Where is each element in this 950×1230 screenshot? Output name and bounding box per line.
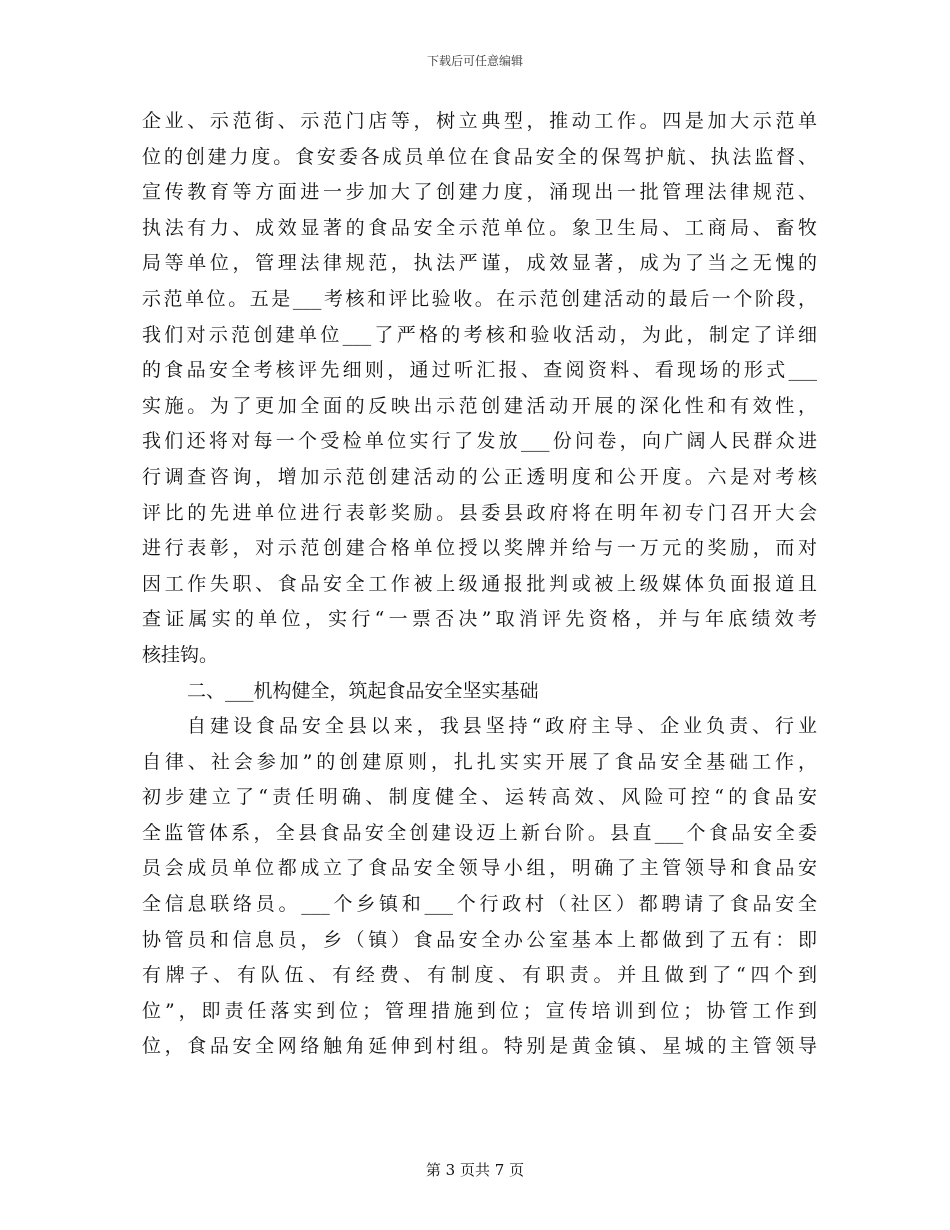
body-line: 我们还将对每一个受检单位实行了发放___份问卷，向广阔人民群众进: [142, 430, 817, 453]
body-line: 位的创建力度。食安委各成员单位在食品安全的保驾护航、执法监督、: [142, 145, 817, 168]
document-body: [142, 104, 817, 1065]
body-line: 查证属实的单位，实行“一票否决”取消评先资格，并与年底绩效考: [142, 608, 817, 631]
body-line: 位”，即责任落实到位；管理措施到位；宣传培训到位；协管工作到: [142, 999, 817, 1022]
body-line: 核挂钩。: [142, 643, 219, 666]
body-line: 进行表彰，对示范创建合格单位授以奖牌并给与一万元的奖励，而对: [142, 537, 817, 560]
body-line: 全监管体系，全县食品安全创建设迈上新台阶。县直___个食品安全委: [142, 821, 817, 844]
body-line: 位，食品安全网络触角延伸到村组。特别是黄金镇、星城的主管领导: [142, 1035, 817, 1058]
body-line: 自建设食品安全县以来，我县坚持“政府主导、企业负责、行业: [187, 715, 817, 738]
body-line: 评比的先进单位进行表彰奖励。县委县政府将在明年初专门召开大会: [142, 501, 817, 524]
body-line: 的食品安全考核评先细则，通过听汇报、查阅资料、看现场的形式___: [142, 359, 817, 382]
page-header: 下载后可任意编辑: [426, 54, 523, 68]
body-line: 因工作失职、食品安全工作被上级通报批判或被上级媒体负面报道且: [142, 572, 817, 595]
body-line: 示范单位。五是___考核和评比验收。在示范创建活动的最后一个阶段，: [142, 287, 817, 310]
body-line: 全信息联络员。___个乡镇和___个行政村（社区）都聘请了食品安全: [142, 893, 817, 916]
body-line: 实施。为了更加全面的反映出示范创建活动开展的深化性和有效性，: [142, 394, 817, 417]
body-line: 自律、社会参加”的创建原则，扎扎实实开展了食品安全基础工作，: [142, 750, 817, 773]
body-line: 初步建立了“责任明确、制度健全、运转高效、风险可控“的食品安: [142, 786, 817, 809]
body-line: 员会成员单位都成立了食品安全领导小组，明确了主管领导和食品安: [142, 857, 817, 880]
page-number: 第 3 页共 7 页: [425, 1161, 525, 1179]
body-line: 局等单位，管理法律规范，执法严谨，成效显著，成为了当之无愧的: [142, 252, 817, 275]
section-heading: 二、___机构健全，筑起食品安全坚实基础: [187, 679, 539, 702]
body-line: 行调查咨询，增加示范创建活动的公正透明度和公开度。六是对考核: [142, 465, 817, 488]
body-line: 有牌子、有队伍、有经费、有制度、有职责。并且做到了“四个到: [142, 964, 817, 987]
body-line: 我们对示范创建单位___了严格的考核和验收活动，为此，制定了详细: [142, 323, 817, 346]
body-line: 企业、示范街、示范门店等，树立典型，推动工作。四是加大示范单: [142, 110, 817, 132]
body-line: 执法有力、成效显著的食品安全示范单位。象卫生局、工商局、畜牧: [142, 216, 817, 239]
body-line: 宣传教育等方面进一步加大了创建力度，涌现出一批管理法律规范、: [142, 181, 817, 204]
body-line: 协管员和信息员，乡（镇）食品安全办公室基本上都做到了五有：即: [142, 928, 817, 951]
